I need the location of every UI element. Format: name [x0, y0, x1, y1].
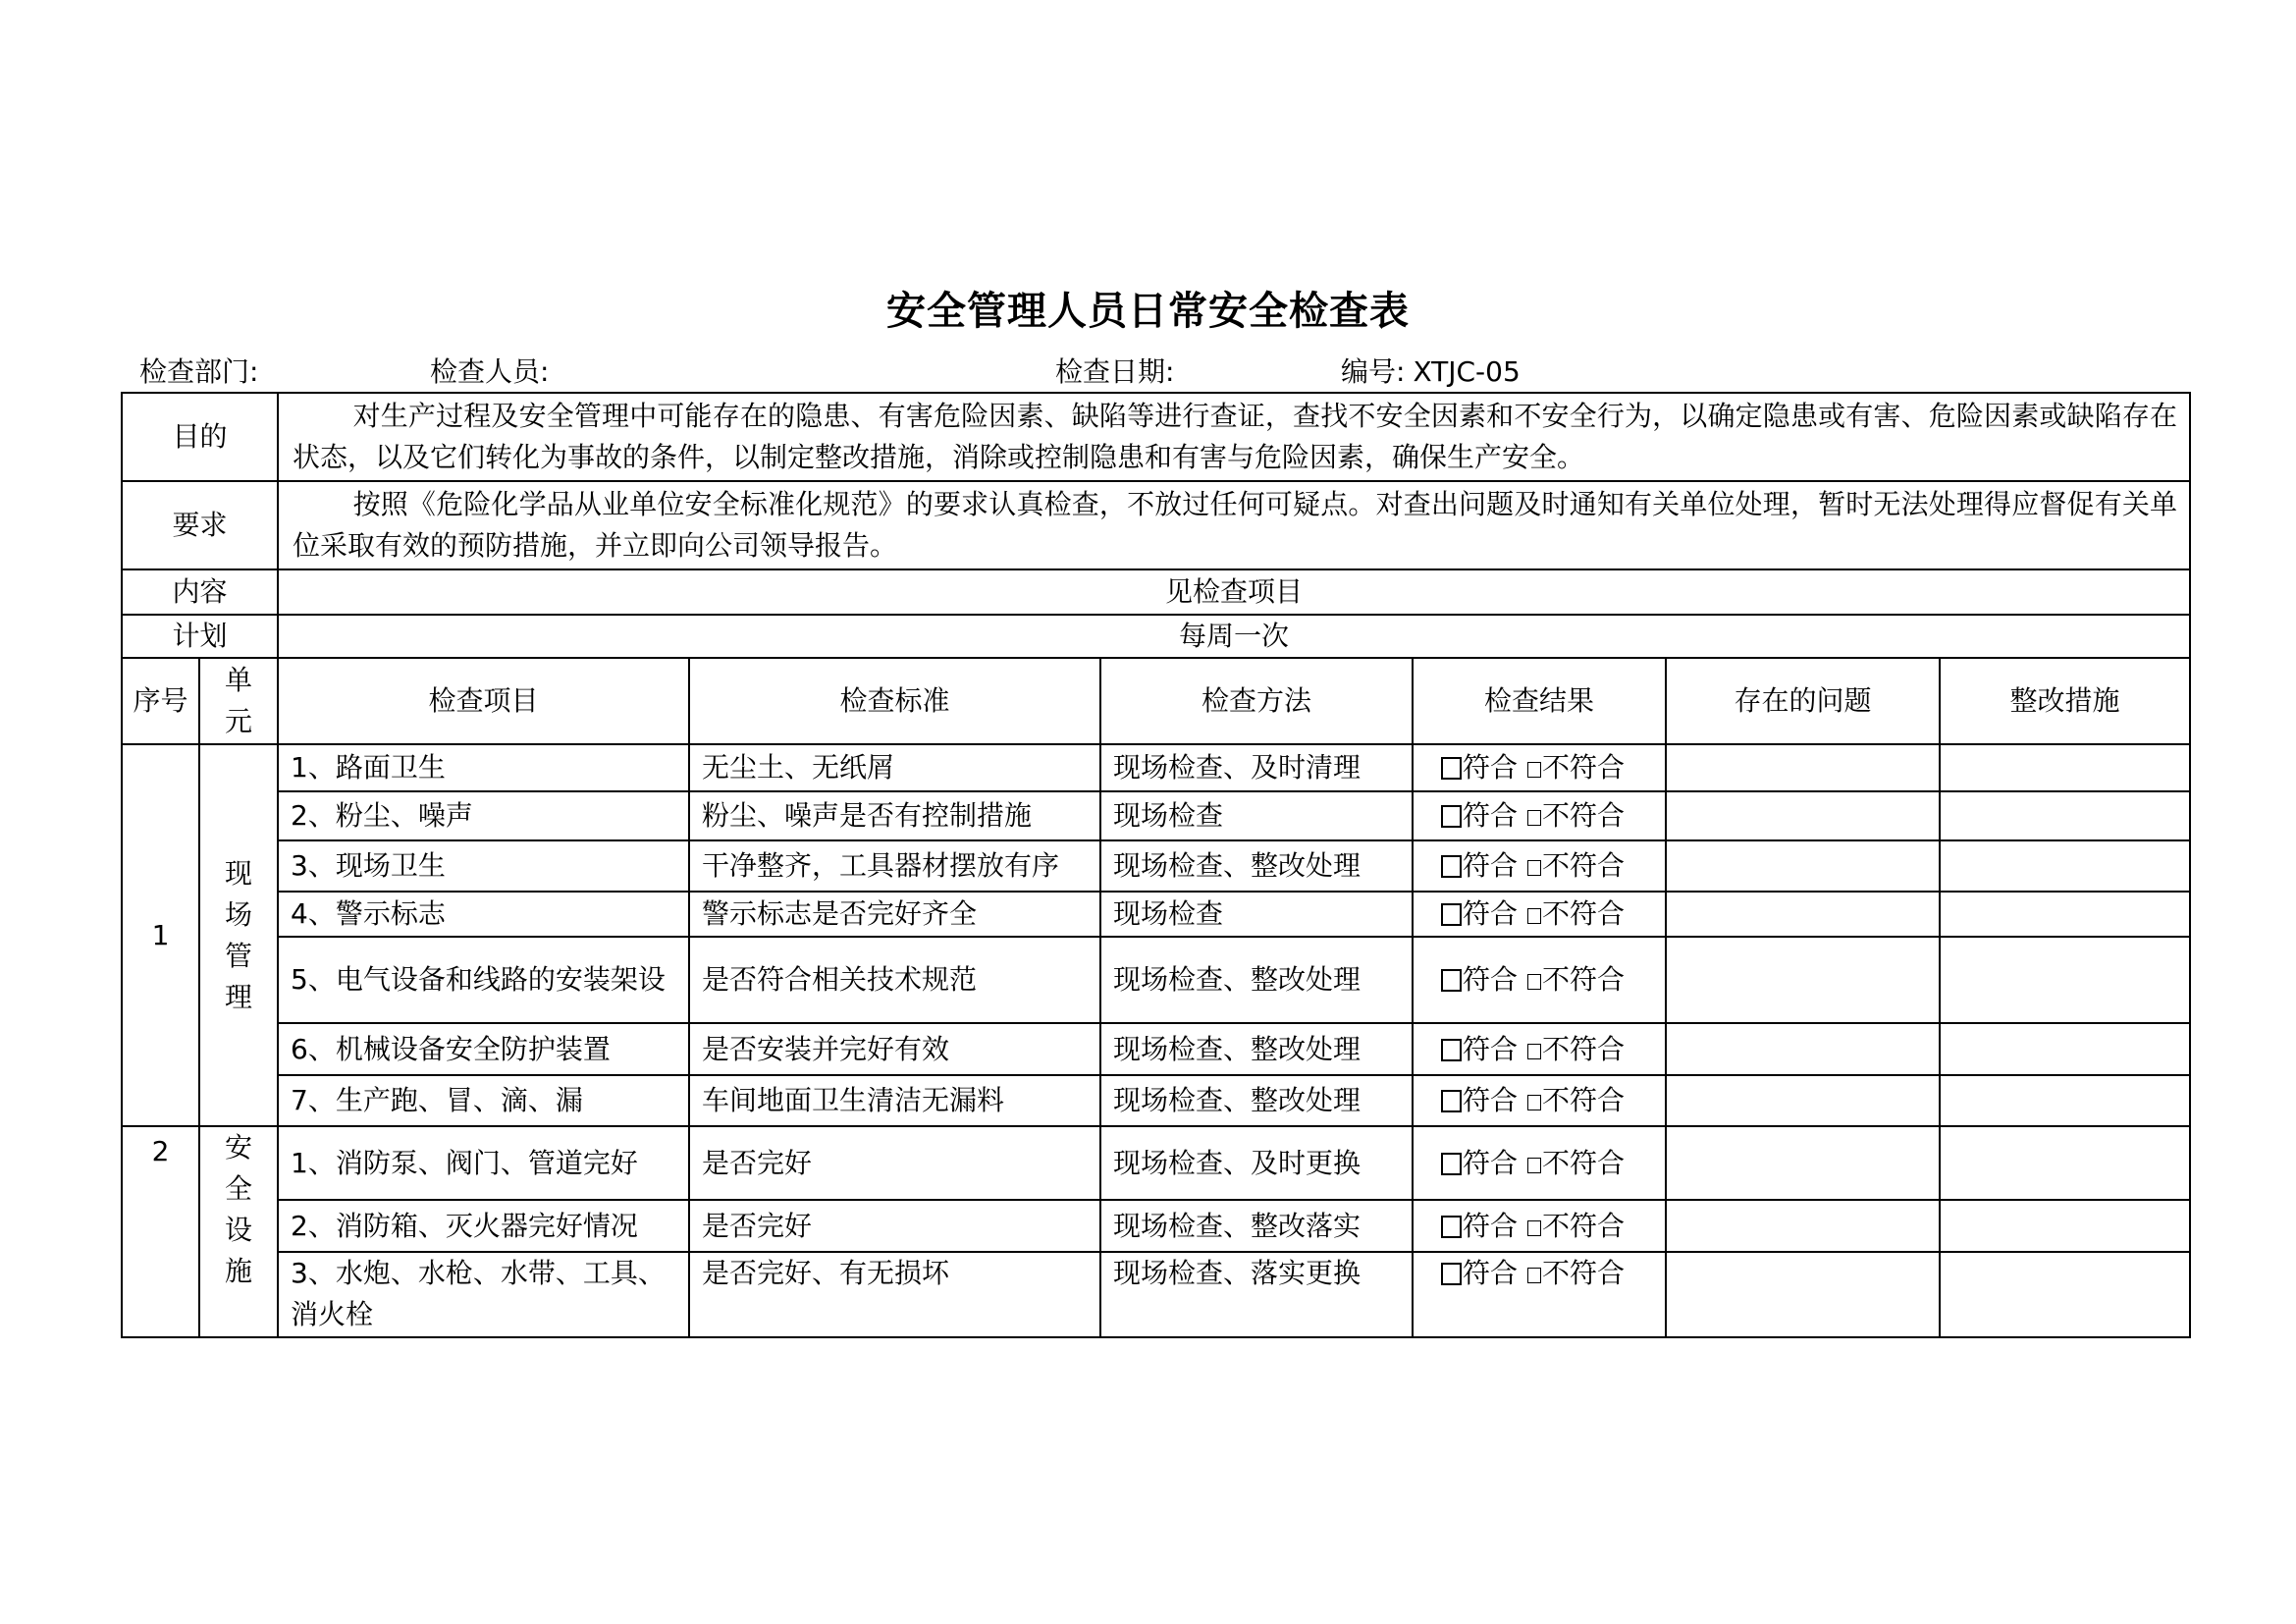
check-method: 现场检查、整改处理	[1100, 1075, 1413, 1126]
pass-checkbox[interactable]	[1441, 757, 1462, 780]
check-standard: 是否完好	[689, 1126, 1100, 1200]
fail-checkbox[interactable]	[1527, 1268, 1541, 1283]
requirement-text: 按照《危险化学品从业单位安全标准化规范》的要求认真检查，不放过任何可疑点。对查出问题及时通知有关单位处理，暂时无法处理得应督促有关单位采取有效的预防措施，并立即向公司领导报告。	[278, 481, 2190, 569]
check-method: 现场检查	[1100, 791, 1413, 840]
check-standard: 是否完好	[689, 1200, 1100, 1252]
check-method: 现场检查	[1100, 892, 1413, 937]
measure-cell[interactable]	[1940, 1075, 2190, 1126]
problem-cell[interactable]	[1666, 1023, 1940, 1075]
check-standard: 是否完好、有无损坏	[689, 1252, 1100, 1337]
unit-char: 施	[225, 1255, 253, 1287]
pass-label: 符合	[1463, 1084, 1519, 1116]
check-result	[1413, 1023, 1666, 1075]
check-item: 2、消防箱、灭火器完好情况	[278, 1200, 689, 1252]
check-standard: 无尘土、无纸屑	[689, 744, 1100, 791]
header-unit: 单元	[199, 658, 278, 744]
measure-cell[interactable]	[1940, 937, 2190, 1023]
check-item: 1、路面卫生	[278, 744, 689, 791]
problem-cell[interactable]	[1666, 1126, 1940, 1200]
measure-cell[interactable]	[1940, 1126, 2190, 1200]
inspection-table	[121, 392, 2191, 1338]
header-item: 检查项目	[278, 658, 689, 744]
inspector-label: 检查人员:	[430, 355, 550, 388]
fail-label: 不符合	[1542, 1084, 1626, 1116]
fail-checkbox[interactable]	[1527, 1158, 1541, 1173]
check-result	[1413, 1075, 1666, 1126]
pass-checkbox[interactable]	[1441, 1039, 1462, 1061]
pass-label: 符合	[1463, 1032, 1519, 1065]
department-label: 检查部门:	[139, 355, 259, 388]
header-result: 检查结果	[1413, 658, 1666, 744]
header-standard: 检查标准	[689, 658, 1100, 744]
check-method: 现场检查、整改处理	[1100, 840, 1413, 892]
problem-cell[interactable]	[1666, 791, 1940, 840]
table-row	[122, 937, 2190, 1023]
fail-checkbox[interactable]	[1527, 1095, 1541, 1110]
purpose-label: 目的	[122, 393, 278, 481]
fail-checkbox[interactable]	[1527, 908, 1541, 924]
date-label: 检查日期:	[1055, 355, 1175, 388]
fail-checkbox[interactable]	[1527, 860, 1541, 876]
pass-checkbox[interactable]	[1441, 969, 1462, 992]
check-result	[1413, 1200, 1666, 1252]
code-field	[1341, 351, 1521, 390]
check-standard: 是否符合相关技术规范	[689, 937, 1100, 1023]
pass-label: 符合	[1463, 751, 1519, 784]
check-item: 2、粉尘、噪声	[278, 791, 689, 840]
pass-checkbox[interactable]	[1441, 1153, 1462, 1175]
fail-label: 不符合	[1542, 963, 1626, 996]
check-method: 现场检查、及时清理	[1100, 744, 1413, 791]
unit-char: 管	[225, 939, 253, 972]
purpose-text: 对生产过程及安全管理中可能存在的隐患、有害危险因素、缺陷等进行查证，查找不安全因素和不安全行为，以确定隐患或有害、危险因素或缺陷存在状态，以及它们转化为事故的条件，以制定整改措施，消除或控制隐患和有害与危险因素，确保生产安全。	[278, 393, 2190, 481]
check-standard: 警示标志是否完好齐全	[689, 892, 1100, 937]
table-row	[122, 1200, 2190, 1252]
header-measure: 整改措施	[1940, 658, 2190, 744]
check-item: 4、警示标志	[278, 892, 689, 937]
check-result	[1413, 791, 1666, 840]
table-row	[122, 1075, 2190, 1126]
problem-cell[interactable]	[1666, 1075, 1940, 1126]
fail-checkbox[interactable]	[1527, 762, 1541, 778]
header-method: 检查方法	[1100, 658, 1413, 744]
table-row	[122, 1126, 2190, 1200]
check-result	[1413, 1252, 1666, 1337]
content-text: 见检查项目	[278, 569, 2190, 615]
check-standard: 干净整齐，工具器材摆放有序	[689, 840, 1100, 892]
group-unit	[199, 744, 278, 1126]
fail-label: 不符合	[1542, 1146, 1626, 1179]
problem-cell[interactable]	[1666, 1200, 1940, 1252]
pass-label: 符合	[1463, 799, 1519, 832]
fail-label: 不符合	[1542, 1257, 1626, 1289]
problem-cell[interactable]	[1666, 1252, 1940, 1337]
check-item: 1、消防泵、阀门、管道完好	[278, 1126, 689, 1200]
check-result	[1413, 744, 1666, 791]
table-row	[122, 791, 2190, 840]
content-label: 内容	[122, 569, 278, 615]
measure-cell[interactable]	[1940, 744, 2190, 791]
unit-char: 设	[225, 1214, 253, 1246]
unit-char: 安	[225, 1131, 253, 1164]
check-method: 现场检查、落实更换	[1100, 1252, 1413, 1337]
pass-label: 符合	[1463, 1146, 1519, 1179]
header-problem: 存在的问题	[1666, 658, 1940, 744]
check-item: 6、机械设备安全防护装置	[278, 1023, 689, 1075]
check-standard: 粉尘、噪声是否有控制措施	[689, 791, 1100, 840]
measure-cell[interactable]	[1940, 791, 2190, 840]
pass-label: 符合	[1463, 1257, 1519, 1289]
check-item: 3、水炮、水枪、水带、工具、消火栓	[278, 1252, 689, 1337]
unit-char: 场	[225, 897, 253, 931]
group-seq: 1	[122, 744, 199, 1126]
check-standard: 是否安装并完好有效	[689, 1023, 1100, 1075]
check-item: 7、生产跑、冒、滴、漏	[278, 1075, 689, 1126]
check-method: 现场检查、及时更换	[1100, 1126, 1413, 1200]
pass-checkbox[interactable]	[1441, 805, 1462, 828]
problem-cell[interactable]	[1666, 892, 1940, 937]
check-method: 现场检查、整改处理	[1100, 937, 1413, 1023]
check-standard: 车间地面卫生清洁无漏料	[689, 1075, 1100, 1126]
table-row	[122, 840, 2190, 892]
header-seq: 序号	[122, 658, 199, 744]
measure-cell[interactable]	[1940, 840, 2190, 892]
measure-cell[interactable]	[1940, 892, 2190, 937]
measure-cell[interactable]	[1940, 1023, 2190, 1075]
problem-cell[interactable]	[1666, 840, 1940, 892]
pass-label: 符合	[1463, 897, 1519, 930]
group-unit	[199, 1126, 278, 1337]
table-row	[122, 892, 2190, 937]
pass-checkbox[interactable]	[1441, 855, 1462, 878]
measure-cell[interactable]	[1940, 1200, 2190, 1252]
check-method: 现场检查、整改处理	[1100, 1023, 1413, 1075]
fail-label: 不符合	[1542, 849, 1626, 882]
check-result	[1413, 840, 1666, 892]
fail-label: 不符合	[1542, 897, 1626, 930]
fail-checkbox[interactable]	[1527, 810, 1541, 826]
pass-checkbox[interactable]	[1441, 1216, 1462, 1238]
problem-cell[interactable]	[1666, 937, 1940, 1023]
fail-checkbox[interactable]	[1527, 1220, 1541, 1236]
fail-label: 不符合	[1542, 751, 1626, 784]
pass-label: 符合	[1463, 849, 1519, 882]
check-item: 3、现场卫生	[278, 840, 689, 892]
page-title: 安全管理人员日常安全检查表	[886, 289, 1410, 334]
code-value: XTJC-05	[1413, 355, 1521, 388]
code-label: 编号:	[1341, 355, 1406, 388]
table-row	[122, 744, 2190, 791]
pass-label: 符合	[1463, 1209, 1519, 1242]
fail-label: 不符合	[1542, 1209, 1626, 1242]
unit-char: 理	[225, 980, 253, 1013]
pass-checkbox[interactable]	[1441, 1090, 1462, 1112]
fail-label: 不符合	[1542, 799, 1626, 832]
problem-cell[interactable]	[1666, 744, 1940, 791]
pass-label: 符合	[1463, 963, 1519, 996]
plan-text: 每周一次	[278, 615, 2190, 658]
group-seq: 2	[122, 1126, 199, 1337]
table-row	[122, 1252, 2190, 1337]
check-result	[1413, 892, 1666, 937]
pass-checkbox[interactable]	[1441, 1263, 1462, 1285]
fail-checkbox[interactable]	[1527, 1044, 1541, 1059]
check-result	[1413, 937, 1666, 1023]
unit-char: 全	[225, 1172, 253, 1205]
check-result	[1413, 1126, 1666, 1200]
pass-checkbox[interactable]	[1441, 903, 1462, 926]
unit-char: 现	[225, 856, 253, 890]
measure-cell[interactable]	[1940, 1252, 2190, 1337]
check-item: 5、电气设备和线路的安装架设	[278, 937, 689, 1023]
fail-checkbox[interactable]	[1527, 974, 1541, 990]
table-row	[122, 1023, 2190, 1075]
plan-label: 计划	[122, 615, 278, 658]
requirement-label: 要求	[122, 481, 278, 569]
check-method: 现场检查、整改落实	[1100, 1200, 1413, 1252]
fail-label: 不符合	[1542, 1032, 1626, 1065]
